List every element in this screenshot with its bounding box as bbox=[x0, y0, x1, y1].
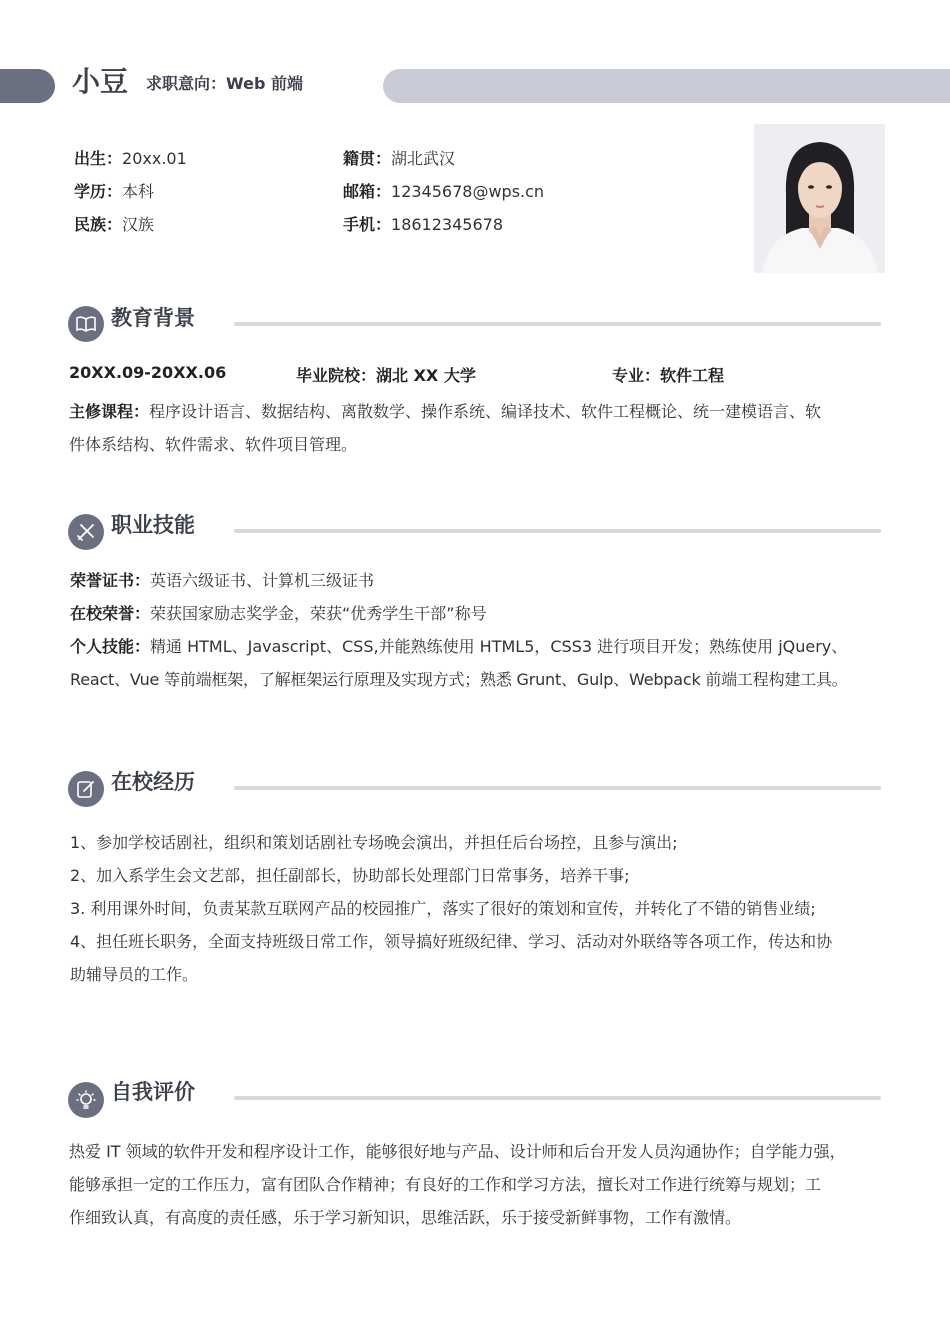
section-title-self: 自我评价 bbox=[111, 1080, 195, 1104]
portrait-illustration bbox=[754, 124, 885, 273]
info-education: 学历：本科 bbox=[74, 182, 155, 201]
job-intent-value: Web 前端 bbox=[226, 74, 303, 93]
section-divider-education bbox=[234, 322, 881, 326]
candidate-name: 小豆 bbox=[72, 65, 129, 98]
list-item: 4、担任班长职务，全面支持班级日常工作，领导搞好班级纪律、学习、活动对外联络等各项工作，传达和协 bbox=[70, 932, 833, 951]
job-intent bbox=[146, 71, 303, 94]
info-ethnicity: 民族：汉族 bbox=[74, 215, 155, 234]
list-item: 助辅导员的工作。 bbox=[70, 965, 199, 984]
tools-icon bbox=[68, 514, 104, 550]
header-left-bar bbox=[0, 69, 55, 103]
skills-personal: 个人技能：精通 HTML、Javascript、CSS,并能熟练使用 HTML5，CSS3 进行项目开发；熟练使用 jQuery、 bbox=[70, 637, 848, 656]
campus-list bbox=[70, 826, 900, 991]
section-divider-skills bbox=[234, 529, 881, 533]
info-phone: 手机：18612345678 bbox=[343, 215, 503, 234]
skills-honors: 在校荣誉：荣获国家励志奖学金，荣获“优秀学生干部”称号 bbox=[70, 604, 487, 623]
job-intent-label: 求职意向： bbox=[146, 74, 227, 93]
list-item: 3. 利用课外时间，负责某款互联网产品的校园推广，落实了很好的策划和宣传，并转化了不错的销售业绩; bbox=[70, 899, 816, 918]
self-evaluation: 热爱 IT 领域的软件开发和程序设计工作，能够很好地与产品、设计师和后台开发人员沟通协作；自学能力强， 能够承担一定的工作压力，富有团队合作精神；有良好的工作和学习方法，擅长对工作进行统筹与规划；工 作细致认真，有高度的责任感，乐于学习新知识，思维活跃，乐于接受新鲜事物，工作有激情。 bbox=[69, 1142, 846, 1227]
education-major: 专业：软件工程 bbox=[612, 366, 725, 385]
list-item: 2、加入系学生会文艺部，担任副部长，协助部长处理部门日常事务，培养干事; bbox=[70, 866, 630, 885]
education-courses: 主修课程：程序设计语言、数据结构、离散数学、操作系统、编译技术、软件工程概论、统一建模语言、软 件体系结构、软件需求、软件项目管理。 bbox=[69, 402, 822, 454]
info-email: 邮箱：12345678@wps.cn bbox=[343, 182, 545, 201]
info-birth: 出生：20xx.01 bbox=[74, 149, 187, 168]
lightbulb-icon bbox=[68, 1082, 104, 1118]
section-title-campus: 在校经历 bbox=[111, 770, 195, 794]
education-school: 毕业院校：湖北 XX 大学 bbox=[296, 366, 476, 385]
header-right-bar bbox=[383, 69, 950, 103]
book-icon bbox=[68, 306, 104, 342]
section-divider-campus bbox=[234, 786, 881, 790]
info-origin: 籍贯：湖北武汉 bbox=[343, 149, 456, 168]
profile-photo bbox=[754, 124, 885, 273]
section-title-education: 教育背景 bbox=[111, 306, 195, 330]
section-divider-self bbox=[234, 1096, 881, 1100]
education-period: 20XX.09-20XX.06 bbox=[69, 363, 227, 382]
skills-certificates: 荣誉证书：英语六级证书、计算机三级证书 bbox=[70, 571, 375, 590]
skills-content: 荣誉证书：英语六级证书、计算机三级证书 在校荣誉：荣获国家励志奖学金，荣获“优秀学生干部”称号 个人技能：精通 HTML、Javascript、CSS,并能熟练使用 HTML5，CSS3 进行项目开发；熟练使用 jQuery、 React、Vue 等前端框架，了解框架运行原理及实现方式；熟悉 Grunt、Gulp、Webpack 前端工程构建工具。 bbox=[70, 564, 900, 696]
list-item: 1、参加学校话剧社，组织和策划话剧社专场晚会演出，并担任后台场控，且参与演出; bbox=[70, 833, 678, 852]
section-title-skills: 职业技能 bbox=[111, 513, 195, 537]
edit-icon bbox=[68, 771, 104, 807]
